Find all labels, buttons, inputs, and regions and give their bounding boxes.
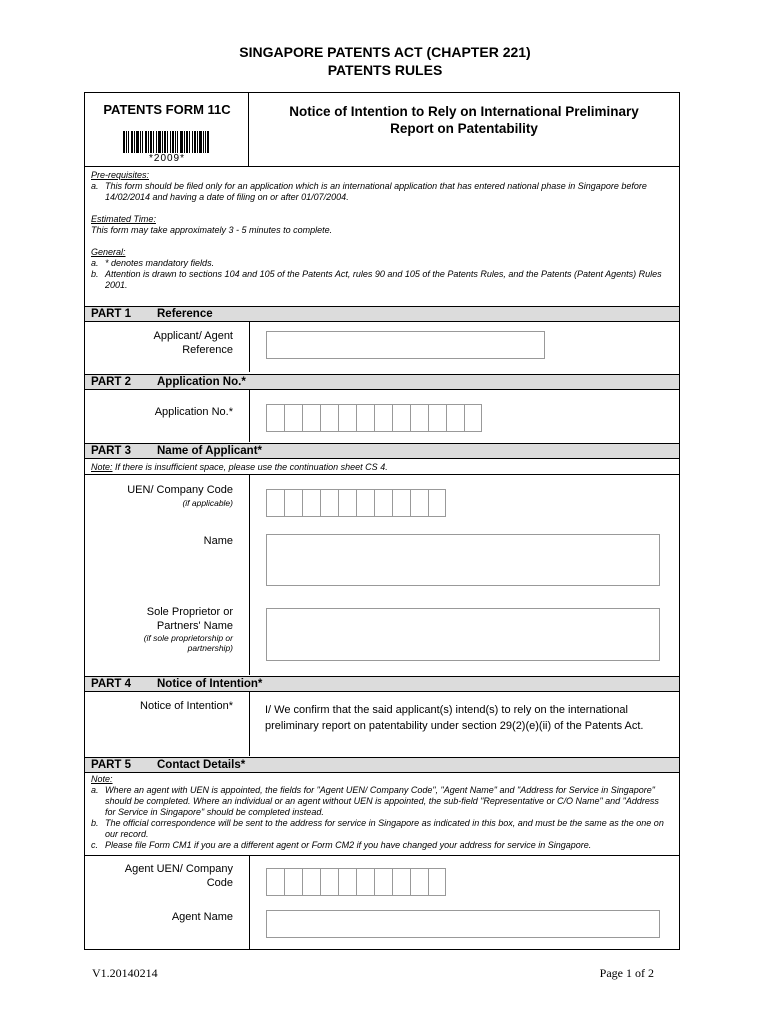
part5-divider [249,856,250,949]
general-item-a [91,258,671,269]
version-text: V1.20140214 [92,966,158,980]
part5-note-b-text: The official correspondence will be sent to the address for service in Singapore as indicated in this box, and must be the same as the one on our record. [105,818,664,839]
part1-divider [249,322,250,372]
general-item-b [91,269,671,291]
uen-label: UEN/ Company Code [127,484,233,496]
part2-divider [249,390,250,442]
time-text: This form may take approximately 3 - 5 minutes to complete. [91,225,333,235]
part2-title: Application No.* [157,376,246,388]
part3-header [85,443,679,459]
part5-note-a-text: Where an agent with UEN is appointed, the fields for "Agent UEN/ Company Code", "Agent Name" and "Address for Service in Singapore" should be completed. Where an individual or an agent without UEN is appointed, the sub-field "Representative or C/O Name" and "Address for Service in Singapore" should be completed instead. [105,785,659,817]
notice-of-intention-text: I/ We confirm that the said applicant(s) intend(s) to rely on the international preliminary report on patentability under section 29(2)(e)(ii) of the Patents Act. [265,704,644,732]
application-no-label: Application No.* [154,406,233,418]
uen-input[interactable] [266,489,446,517]
sole-proprietor-label-line2: Partners' Name [156,620,233,632]
rules-title: PATENTS RULES [327,62,443,78]
part3-note-rule [85,474,679,475]
part5-number: PART 5 [91,759,132,771]
part1-title: Reference [157,308,213,320]
reference-label [153,329,233,357]
barcode-text: *2009* [148,153,186,164]
part5-note-rule [85,855,679,856]
reference-label-line2: Reference [182,344,233,356]
form-id-cell [85,93,249,167]
reference-label-line1: Applicant/ Agent [153,330,233,342]
sole-proprietor-label-line1: Sole Proprietor or [146,606,233,618]
general-heading: General: [91,247,126,257]
prereq-item-a-text: This form should be filed only for an application which is an international application that has entered national phase in Singapore before 14/02/2014 and having a date of filing on or after 01/07/2004. [105,181,647,202]
part4-title: Notice of Intention* [157,678,263,690]
part2-number: PART 2 [91,376,132,388]
name-input[interactable] [266,534,660,586]
part4-number: PART 4 [91,678,132,690]
sole-proprietor-sub-line2: partnership) [187,643,233,653]
time-heading: Estimated Time: [91,214,156,224]
part5-header [85,757,679,773]
agent-uen-label [125,862,233,890]
prereq-item-a-marker: a. [91,181,99,191]
part5-note-b [91,818,671,840]
part3-note-label: Note: [91,462,113,472]
part3-note [91,462,671,473]
part5-note-label: Note: [91,774,113,784]
general-item-b-text: Attention is drawn to sections 104 and 105 of the Patents Act, rules 90 and 105 of the Patents Rules, and the Patents (Patent Agents) Rules 2001. [105,269,662,290]
general-item-a-text: * denotes mandatory fields. [105,258,215,268]
application-no-input[interactable] [266,404,482,432]
form-id: PATENTS FORM 11C [103,102,231,117]
intro-section [91,170,671,291]
part4-divider [249,692,250,756]
part5-note-c [91,840,671,851]
page-number: Page 1 of 2 [599,966,654,980]
reference-input[interactable] [266,331,545,359]
notice-title-line1: Notice of Intention to Rely on International Preliminary [289,104,639,119]
part5-note-a [91,785,671,818]
prereq-heading: Pre-requisites: [91,170,150,180]
part2-header [85,374,679,390]
part3-divider [249,475,250,675]
sole-proprietor-label [147,605,233,633]
agent-name-input[interactable] [266,910,660,938]
part4-header [85,676,679,692]
part3-number: PART 3 [91,445,132,457]
part5-note-b-marker: b. [91,818,99,828]
notice-title-line2: Report on Patentability [390,121,538,136]
part5-note-a-marker: a. [91,785,99,795]
patents-form [84,92,680,950]
prereq-item-a [91,181,671,203]
part3-title: Name of Applicant* [157,445,263,457]
agent-uen-input[interactable] [266,868,446,896]
part1-number: PART 1 [91,308,132,320]
part3-note-text: If there is insufficient space, please use the continuation sheet CS 4. [115,462,388,472]
agent-uen-label-line2: Code [206,877,233,889]
part5-title: Contact Details* [157,759,246,771]
sole-proprietor-input[interactable] [266,608,660,661]
general-item-b-marker: b. [91,269,99,279]
part5-notes [91,774,671,851]
notice-title-cell [249,93,679,167]
agent-uen-label-line1: Agent UEN/ Company [124,863,233,875]
name-label: Name [203,535,233,547]
sole-proprietor-sub-label [144,633,233,653]
notice-of-intention-label: Notice of Intention* [140,700,233,712]
general-item-a-marker: a. [91,258,99,268]
part5-note-c-marker: c. [91,840,99,850]
notice-title [249,103,679,137]
sole-proprietor-sub-line1: (if sole proprietorship or [143,633,233,643]
part5-note-c-text: Please file Form CM1 if you are a different agent or Form CM2 if you have changed your address for service in Singapore. [105,840,592,850]
act-title: SINGAPORE PATENTS ACT (CHAPTER 221) [239,44,531,60]
agent-name-label: Agent Name [171,911,233,923]
part1-header [85,306,679,322]
uen-sub-label: (if applicable) [182,498,233,508]
barcode-icon [123,131,209,153]
